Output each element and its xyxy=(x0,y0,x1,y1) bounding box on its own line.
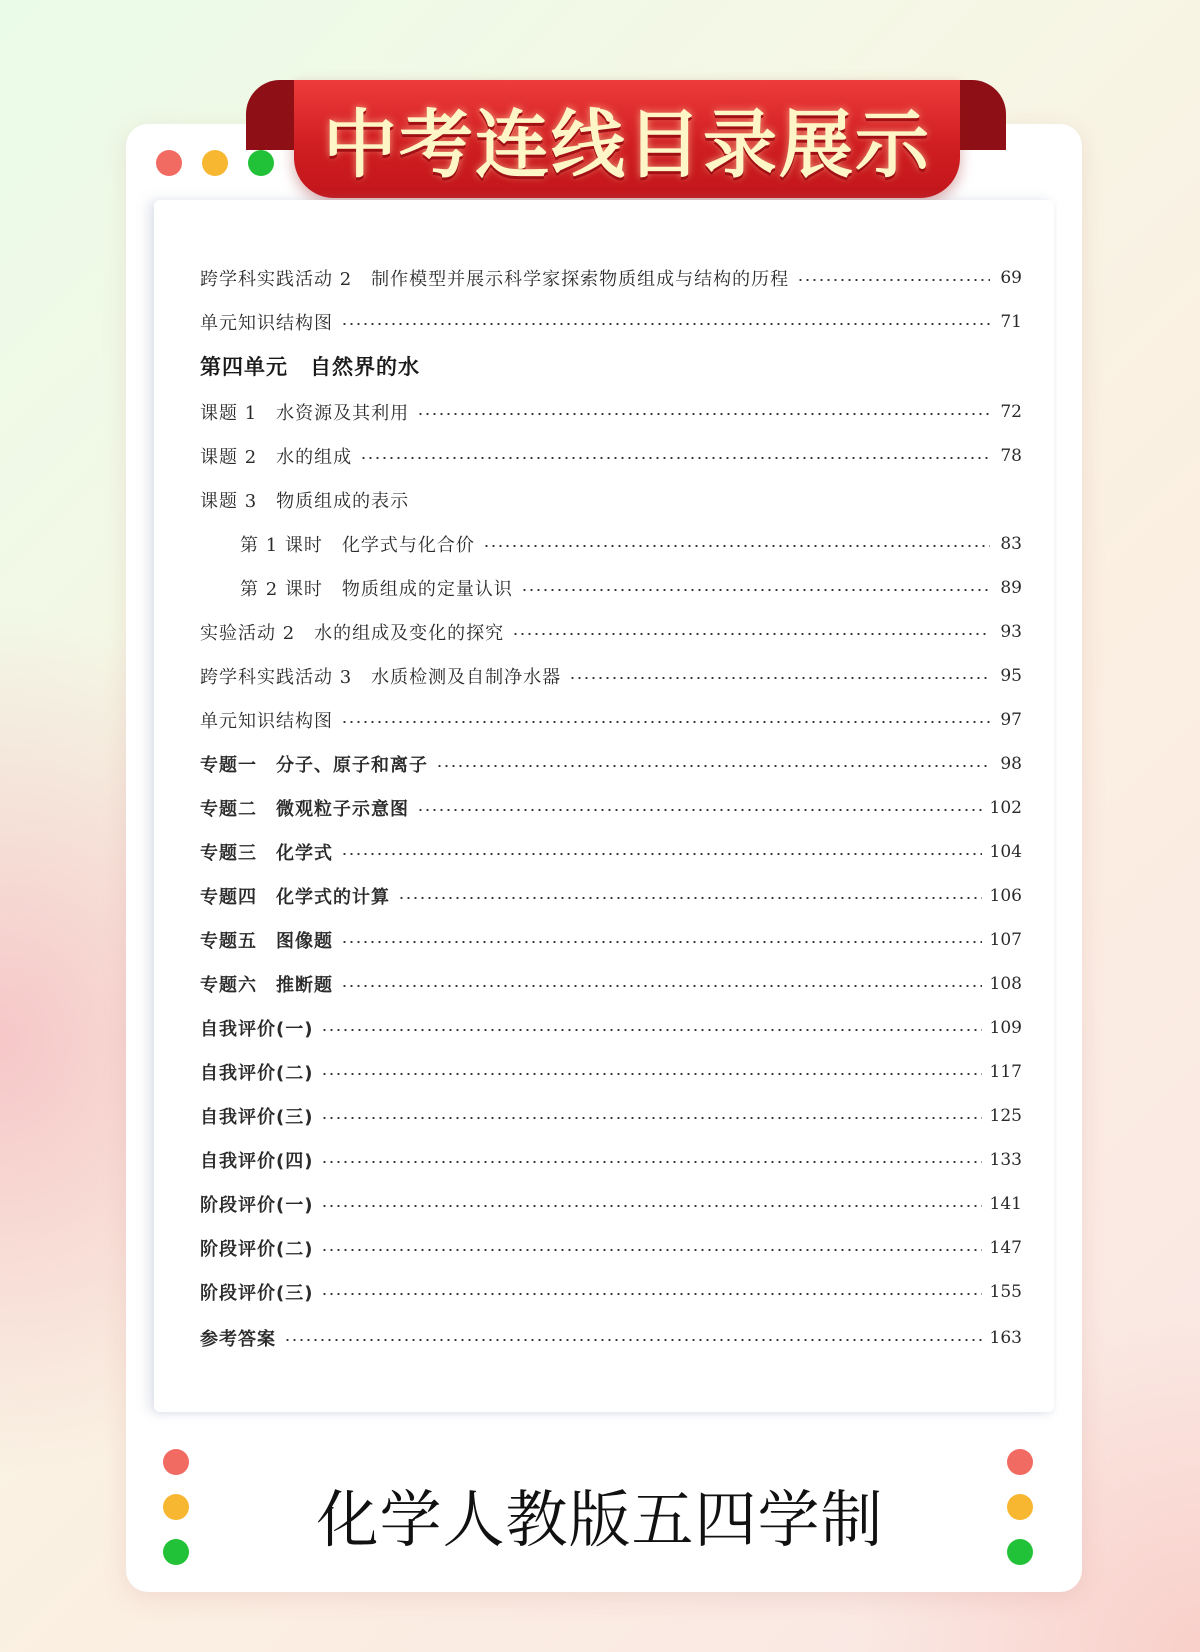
toc-row xyxy=(200,483,1022,517)
toc-entry-label: 自我评价(二) xyxy=(200,1063,314,1084)
toc-row xyxy=(200,615,1022,649)
toc-row xyxy=(200,305,1022,339)
toc-row xyxy=(200,747,1022,781)
toc-row xyxy=(200,1143,1022,1177)
toc-entry-label: 单元知识结构图 xyxy=(200,313,333,334)
dot-leader xyxy=(341,721,990,723)
dot-leader xyxy=(321,1117,981,1119)
toc-entry-label: 阶段评价(三) xyxy=(200,1283,314,1304)
toc-page-number: 125 xyxy=(989,1106,1022,1126)
toc-row xyxy=(200,1187,1022,1221)
toc-row xyxy=(200,261,1022,295)
toc-entry-label: 课题 2 水的组成 xyxy=(200,447,353,468)
dot-leader xyxy=(321,1249,981,1251)
dot-leader xyxy=(512,633,990,635)
unit-heading: 第四单元 自然界的水 xyxy=(200,355,420,379)
dot-leader xyxy=(321,1293,981,1295)
toc-entry-label: 第 1 课时 化学式与化合价 xyxy=(240,535,475,556)
toc-entry-label: 专题四 化学式的计算 xyxy=(200,887,390,908)
toc-page-number: 155 xyxy=(989,1282,1022,1302)
toc-page-number: 89 xyxy=(1000,578,1022,598)
toc-row xyxy=(200,1231,1022,1265)
toc-page-number: 133 xyxy=(989,1150,1022,1170)
toc-entry-label: 跨学科实践活动 3 水质检测及自制净水器 xyxy=(200,667,562,688)
toc-page-number: 163 xyxy=(989,1328,1022,1348)
toc-page-number: 97 xyxy=(1000,710,1022,730)
toc-row xyxy=(200,1099,1022,1133)
window-dot-red-icon xyxy=(156,150,182,176)
toc-page-number: 78 xyxy=(1000,446,1022,466)
dot-leader xyxy=(341,323,990,325)
toc-row xyxy=(240,527,1022,561)
dot-leader xyxy=(341,941,982,943)
toc-row xyxy=(200,791,1022,825)
toc-page-number: 69 xyxy=(1000,268,1022,288)
toc-page-number: 104 xyxy=(989,842,1022,862)
dot-leader xyxy=(321,1029,981,1031)
toc-row xyxy=(200,439,1022,473)
toc-entry-label: 第 2 课时 物质组成的定量认识 xyxy=(240,579,513,600)
decor-dot-yellow-left-icon xyxy=(163,1494,189,1520)
toc-page-number: 109 xyxy=(989,1018,1022,1038)
footer-title: 化学人教版五四学制 xyxy=(316,1483,884,1556)
dot-leader xyxy=(417,809,982,811)
toc-row xyxy=(200,923,1022,957)
dot-leader xyxy=(417,413,990,415)
dot-leader xyxy=(321,1073,981,1075)
banner-title: 中考连线目录展示 xyxy=(323,102,931,188)
toc-row xyxy=(200,703,1022,737)
dot-leader xyxy=(436,765,990,767)
decor-dot-green-right-icon xyxy=(1007,1539,1033,1565)
dot-leader xyxy=(284,1339,982,1341)
toc-entry-label: 阶段评价(一) xyxy=(200,1195,314,1216)
toc-row xyxy=(200,879,1022,913)
toc-entry-label: 专题五 图像题 xyxy=(200,931,333,952)
toc-row xyxy=(200,659,1022,693)
toc-entry-label: 单元知识结构图 xyxy=(200,711,333,732)
toc-entry-label: 跨学科实践活动 2 制作模型并展示科学家探索物质组成与结构的历程 xyxy=(200,269,790,290)
title-banner xyxy=(294,80,960,198)
dot-leader xyxy=(569,677,990,679)
toc-entry-label: 实验活动 2 水的组成及变化的探究 xyxy=(200,623,505,644)
toc-entry-label: 课题 3 物质组成的表示 xyxy=(200,491,410,512)
toc-page-number: 71 xyxy=(1000,312,1022,332)
toc-page-number: 102 xyxy=(989,798,1022,818)
toc-page-number: 83 xyxy=(1000,534,1022,554)
toc-page-number: 95 xyxy=(1000,666,1022,686)
toc-entry-label: 专题一 分子、原子和离子 xyxy=(200,755,428,776)
decor-dot-red-right-icon xyxy=(1007,1449,1033,1475)
toc-row xyxy=(200,1055,1022,1089)
toc-row xyxy=(200,395,1022,429)
toc-page-number: 72 xyxy=(1000,402,1022,422)
toc-page-number: 98 xyxy=(1000,754,1022,774)
toc-entry-label: 专题二 微观粒子示意图 xyxy=(200,799,409,820)
toc-row xyxy=(200,1011,1022,1045)
toc-row xyxy=(200,1321,1022,1355)
dot-leader xyxy=(483,545,990,547)
dot-leader xyxy=(321,1205,981,1207)
toc-row xyxy=(200,835,1022,869)
toc-entry-label: 专题三 化学式 xyxy=(200,843,333,864)
toc-page-number: 117 xyxy=(989,1062,1022,1082)
decor-dot-green-left-icon xyxy=(163,1539,189,1565)
dot-leader xyxy=(797,279,990,281)
toc-entry-label: 课题 1 水资源及其利用 xyxy=(200,403,410,424)
dot-leader xyxy=(360,457,990,459)
decor-dot-yellow-right-icon xyxy=(1007,1494,1033,1520)
toc-entry-label: 专题六 推断题 xyxy=(200,975,333,996)
window-dot-yellow-icon xyxy=(202,150,228,176)
toc-row xyxy=(200,967,1022,1001)
dot-leader xyxy=(341,853,982,855)
toc-page-number: 147 xyxy=(989,1238,1022,1258)
toc-page-number: 141 xyxy=(989,1194,1022,1214)
toc-row xyxy=(240,571,1022,605)
dot-leader xyxy=(398,897,982,899)
toc-entry-label: 自我评价(一) xyxy=(200,1019,314,1040)
toc-page-number: 106 xyxy=(989,886,1022,906)
toc-entry-label: 自我评价(三) xyxy=(200,1107,314,1128)
window-dot-green-icon xyxy=(248,150,274,176)
dot-leader xyxy=(321,1161,981,1163)
dot-leader xyxy=(341,985,982,987)
toc-row xyxy=(200,1275,1022,1309)
toc-entry-label: 自我评价(四) xyxy=(200,1151,314,1172)
toc-page-number: 108 xyxy=(989,974,1022,994)
toc-page-number: 107 xyxy=(989,930,1022,950)
toc-entry-label: 阶段评价(二) xyxy=(200,1239,314,1260)
decor-dot-red-left-icon xyxy=(163,1449,189,1475)
toc-entry-label: 参考答案 xyxy=(200,1329,276,1350)
toc-page-number: 93 xyxy=(1000,622,1022,642)
dot-leader xyxy=(521,589,990,591)
